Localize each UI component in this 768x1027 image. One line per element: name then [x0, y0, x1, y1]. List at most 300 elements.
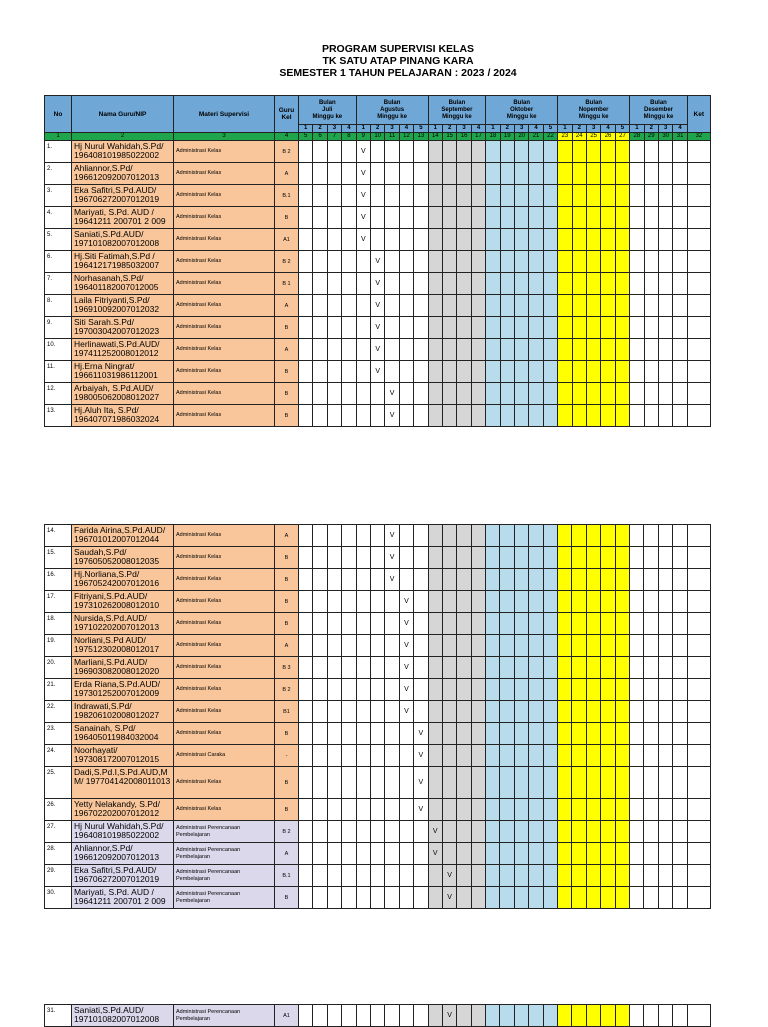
week-cell — [414, 405, 428, 427]
week-cell — [514, 547, 528, 569]
week-cell — [572, 547, 586, 569]
week-cell — [500, 679, 514, 701]
header-month-name: Nopember — [578, 106, 609, 113]
week-cell — [313, 207, 327, 229]
week-cell — [558, 799, 572, 821]
week-cell — [514, 799, 528, 821]
week-cell — [414, 185, 428, 207]
week-cell — [371, 185, 385, 207]
week-cell — [370, 701, 384, 723]
week-cell — [313, 613, 327, 635]
week-cell — [601, 569, 615, 591]
week-cell — [313, 547, 327, 569]
week-cell — [514, 361, 528, 383]
week-cell — [471, 613, 485, 635]
supervision-material: Administrasi Kelas — [174, 767, 275, 799]
week-cell — [414, 843, 428, 865]
week-cell — [313, 295, 327, 317]
teacher-name: Farida Airina,S.Pd.AUD/ 196701012007012044 — [72, 525, 174, 547]
week-cell — [658, 141, 672, 163]
check-mark: V — [399, 701, 413, 723]
supervision-material: Administrasi Kelas — [174, 591, 275, 613]
week-cell — [586, 141, 600, 163]
week-cell — [500, 591, 514, 613]
week-cell — [486, 767, 500, 799]
header-week-number: 5 — [615, 125, 629, 133]
header-month — [558, 96, 630, 125]
week-cell — [299, 767, 313, 799]
week-cell — [457, 865, 471, 887]
week-cell — [342, 525, 356, 547]
header-minggu-label: Minggu ke — [643, 113, 674, 120]
week-cell — [586, 163, 600, 185]
supervision-material: Administrasi Kelas — [174, 799, 275, 821]
week-cell — [543, 679, 557, 701]
week-cell — [385, 361, 399, 383]
check-mark: V — [399, 591, 413, 613]
supervision-material: Administrasi Kelas — [174, 361, 275, 383]
table-row — [45, 767, 711, 799]
row-number: 12. — [45, 383, 72, 405]
week-cell — [658, 569, 672, 591]
teacher-name: Hj.Siti Fatimah,S.Pd / 196412171985032007 — [72, 251, 174, 273]
week-cell — [601, 767, 615, 799]
header-materi: Materi Supervisi — [174, 96, 275, 133]
week-cell — [658, 229, 672, 251]
week-cell — [543, 273, 557, 295]
week-cell — [543, 843, 557, 865]
week-cell — [327, 295, 341, 317]
week-cell — [356, 799, 370, 821]
week-cell — [342, 821, 356, 843]
week-cell — [356, 547, 370, 569]
week-cell — [572, 799, 586, 821]
week-cell — [486, 887, 500, 909]
week-cell — [385, 767, 399, 799]
week-cell — [514, 141, 528, 163]
header-minggu-label: Minggu ke — [312, 113, 343, 120]
week-cell — [615, 865, 629, 887]
week-cell — [313, 679, 327, 701]
week-cell — [299, 361, 313, 383]
class-group: A — [275, 163, 299, 185]
week-cell — [428, 591, 442, 613]
week-cell — [327, 657, 341, 679]
week-cell — [327, 569, 341, 591]
week-cell — [558, 1005, 572, 1027]
header-week-number: 3 — [457, 125, 471, 133]
header-guru-kel: Guru Kel — [275, 96, 299, 133]
week-cell — [371, 383, 385, 405]
week-cell — [313, 843, 327, 865]
week-cell — [385, 229, 399, 251]
week-cell — [457, 141, 471, 163]
week-cell — [514, 723, 528, 745]
week-cell — [471, 865, 485, 887]
ket-cell — [687, 273, 710, 295]
week-cell — [615, 635, 629, 657]
week-cell — [586, 821, 600, 843]
week-cell — [673, 273, 687, 295]
week-cell — [442, 679, 456, 701]
column-number: 2 — [72, 133, 174, 141]
week-cell — [558, 591, 572, 613]
week-cell — [299, 251, 313, 273]
week-cell — [529, 591, 543, 613]
week-cell — [385, 657, 399, 679]
column-number: 12 — [399, 133, 413, 141]
week-cell — [428, 405, 442, 427]
week-cell — [327, 745, 341, 767]
week-cell — [615, 1005, 629, 1027]
week-cell — [514, 525, 528, 547]
week-cell — [586, 613, 600, 635]
week-cell — [673, 1005, 687, 1027]
week-cell — [558, 843, 572, 865]
week-cell — [428, 317, 442, 339]
week-cell — [673, 843, 687, 865]
week-cell — [385, 591, 399, 613]
week-cell — [399, 767, 413, 799]
supervision-material: Administrasi Kelas — [174, 251, 275, 273]
week-cell — [457, 745, 471, 767]
week-cell — [486, 635, 500, 657]
week-cell — [586, 229, 600, 251]
week-cell — [500, 251, 514, 273]
week-cell — [586, 273, 600, 295]
ket-cell — [687, 701, 710, 723]
week-cell — [428, 163, 442, 185]
week-cell — [629, 799, 643, 821]
week-cell — [442, 547, 456, 569]
week-cell — [442, 821, 456, 843]
week-cell — [428, 745, 442, 767]
week-cell — [658, 613, 672, 635]
ket-cell — [687, 569, 710, 591]
row-number: 3. — [45, 185, 72, 207]
teacher-name: Laila Fitriyanti,S.Pd/ 196910092007012032 — [72, 295, 174, 317]
week-cell — [356, 383, 370, 405]
week-cell — [299, 865, 313, 887]
week-cell — [630, 251, 644, 273]
column-number: 15 — [443, 133, 457, 141]
week-cell — [630, 317, 644, 339]
week-cell — [457, 339, 471, 361]
week-cell — [313, 185, 327, 207]
week-cell — [658, 207, 672, 229]
week-cell — [327, 723, 341, 745]
week-cell — [572, 339, 586, 361]
week-cell — [327, 405, 341, 427]
week-cell — [327, 229, 341, 251]
week-cell — [313, 723, 327, 745]
week-cell — [428, 185, 442, 207]
title-line-3: SEMESTER 1 TAHUN PELAJARAN : 2023 / 2024 — [279, 67, 517, 79]
week-cell — [514, 251, 528, 273]
week-cell — [327, 185, 341, 207]
week-cell — [370, 657, 384, 679]
week-cell — [673, 361, 687, 383]
check-mark: V — [356, 185, 370, 207]
header-week-number: 1 — [558, 125, 572, 133]
week-cell — [615, 745, 629, 767]
week-cell — [428, 525, 442, 547]
week-cell — [601, 887, 615, 909]
week-cell — [471, 185, 485, 207]
week-cell — [299, 295, 313, 317]
week-cell — [514, 887, 528, 909]
week-cell — [586, 679, 600, 701]
week-cell — [385, 251, 399, 273]
week-cell — [299, 405, 313, 427]
column-number: 16 — [457, 133, 471, 141]
week-cell — [558, 679, 572, 701]
week-cell — [370, 613, 384, 635]
week-cell — [500, 821, 514, 843]
week-cell — [644, 185, 658, 207]
week-cell — [543, 141, 557, 163]
week-cell — [543, 745, 557, 767]
week-cell — [299, 799, 313, 821]
week-cell — [615, 383, 629, 405]
week-cell — [428, 295, 442, 317]
ket-cell — [687, 843, 710, 865]
week-cell — [385, 207, 399, 229]
class-group: A1 — [275, 229, 299, 251]
week-cell — [629, 1005, 643, 1027]
week-cell — [327, 317, 341, 339]
week-cell — [572, 745, 586, 767]
week-cell — [644, 251, 658, 273]
week-cell — [313, 361, 327, 383]
week-cell — [529, 569, 543, 591]
week-cell — [443, 383, 457, 405]
week-cell — [471, 273, 485, 295]
table-row — [45, 887, 711, 909]
week-cell — [299, 679, 313, 701]
week-cell — [601, 799, 615, 821]
header-week-number: 2 — [572, 125, 586, 133]
supervision-material: Administrasi Kelas — [174, 405, 275, 427]
check-mark: V — [371, 339, 385, 361]
class-group: B 2 — [275, 141, 299, 163]
ket-cell — [687, 887, 710, 909]
week-cell — [673, 163, 687, 185]
week-cell — [658, 361, 672, 383]
week-cell — [342, 141, 356, 163]
ket-cell — [687, 591, 710, 613]
header-ket: Ket — [687, 96, 710, 133]
week-cell — [543, 657, 557, 679]
table-row — [45, 799, 711, 821]
week-cell — [543, 383, 557, 405]
week-cell — [428, 767, 442, 799]
class-group: A — [275, 843, 299, 865]
week-cell — [457, 613, 471, 635]
week-cell — [442, 745, 456, 767]
check-mark: V — [356, 207, 370, 229]
week-cell — [370, 569, 384, 591]
week-cell — [514, 185, 528, 207]
week-cell — [471, 251, 485, 273]
week-cell — [644, 405, 658, 427]
week-cell — [399, 185, 413, 207]
week-cell — [327, 547, 341, 569]
week-cell — [356, 591, 370, 613]
week-cell — [313, 821, 327, 843]
week-cell — [500, 207, 514, 229]
week-cell — [514, 679, 528, 701]
week-cell — [586, 843, 600, 865]
week-cell — [356, 295, 370, 317]
table-row — [45, 745, 711, 767]
week-cell — [313, 799, 327, 821]
check-mark: V — [442, 887, 456, 909]
week-cell — [442, 723, 456, 745]
week-cell — [414, 295, 428, 317]
week-cell — [658, 843, 672, 865]
week-cell — [500, 745, 514, 767]
week-cell — [486, 163, 500, 185]
week-cell — [500, 865, 514, 887]
week-cell — [414, 317, 428, 339]
check-mark: V — [399, 657, 413, 679]
week-cell — [414, 525, 428, 547]
week-cell — [471, 843, 485, 865]
week-cell — [342, 163, 356, 185]
title-line-2: TK SATU ATAP PINANG KARA — [322, 55, 474, 67]
week-cell — [442, 701, 456, 723]
check-mark: V — [371, 317, 385, 339]
teacher-name: Mariyati, S.Pd. AUD / 19641211 200701 2 009 — [72, 207, 174, 229]
week-cell — [543, 163, 557, 185]
week-cell — [514, 821, 528, 843]
week-cell — [658, 295, 672, 317]
week-cell — [399, 525, 413, 547]
row-number: 13. — [45, 405, 72, 427]
week-cell — [572, 701, 586, 723]
week-cell — [370, 525, 384, 547]
week-cell — [486, 547, 500, 569]
row-number: 30. — [45, 887, 72, 909]
week-cell — [443, 339, 457, 361]
column-number: 5 — [299, 133, 313, 141]
week-cell — [442, 657, 456, 679]
class-group: B — [275, 613, 299, 635]
table-row — [45, 613, 711, 635]
row-number: 5. — [45, 229, 72, 251]
class-group: B — [275, 723, 299, 745]
week-cell — [673, 141, 687, 163]
week-cell — [471, 591, 485, 613]
week-cell — [457, 591, 471, 613]
week-cell — [586, 701, 600, 723]
week-cell — [385, 723, 399, 745]
supervision-material: Administrasi Kelas — [174, 635, 275, 657]
week-cell — [385, 163, 399, 185]
row-number: 21. — [45, 679, 72, 701]
week-cell — [428, 1005, 442, 1027]
week-cell — [500, 361, 514, 383]
column-number: 9 — [356, 133, 370, 141]
week-cell — [572, 525, 586, 547]
week-cell — [543, 229, 557, 251]
week-cell — [299, 207, 313, 229]
week-cell — [299, 887, 313, 909]
ket-cell — [687, 405, 710, 427]
header-month-name: Agustus — [380, 106, 405, 113]
week-cell — [601, 383, 615, 405]
week-cell — [356, 339, 370, 361]
week-cell — [471, 723, 485, 745]
week-cell — [514, 383, 528, 405]
week-cell — [414, 865, 428, 887]
week-cell — [385, 701, 399, 723]
week-cell — [500, 1005, 514, 1027]
week-cell — [673, 821, 687, 843]
row-number: 6. — [45, 251, 72, 273]
week-cell — [673, 701, 687, 723]
week-cell — [601, 843, 615, 865]
week-cell — [457, 767, 471, 799]
week-cell — [615, 141, 629, 163]
week-cell — [500, 657, 514, 679]
week-cell — [543, 525, 557, 547]
week-cell — [327, 339, 341, 361]
week-cell — [428, 679, 442, 701]
header-week-number: 1 — [299, 125, 313, 133]
week-cell — [630, 361, 644, 383]
week-cell — [644, 1005, 658, 1027]
header-week-number: 4 — [471, 125, 485, 133]
week-cell — [514, 613, 528, 635]
week-cell — [572, 141, 586, 163]
ket-cell — [687, 295, 710, 317]
week-cell — [457, 635, 471, 657]
week-cell — [399, 207, 413, 229]
header-bulan-label: Bulan — [513, 99, 531, 106]
ket-cell — [687, 547, 710, 569]
week-cell — [486, 405, 500, 427]
week-cell — [629, 591, 643, 613]
week-cell — [601, 207, 615, 229]
teacher-name: Marliani,S.Pd.AUD/ 196903082008012020 — [72, 657, 174, 679]
class-group: B — [275, 383, 299, 405]
week-cell — [500, 701, 514, 723]
week-cell — [399, 251, 413, 273]
week-cell — [543, 1005, 557, 1027]
week-cell — [673, 657, 687, 679]
week-cell — [385, 185, 399, 207]
week-cell — [629, 569, 643, 591]
table-row — [45, 591, 711, 613]
week-cell — [399, 361, 413, 383]
week-cell — [586, 767, 600, 799]
header-week-number: 2 — [371, 125, 385, 133]
week-cell — [601, 229, 615, 251]
row-number: 7. — [45, 273, 72, 295]
supervision-material: Administrasi Perencanaan Pembelajaran — [174, 1005, 275, 1027]
supervision-material: Administrasi Caraka — [174, 745, 275, 767]
week-cell — [558, 185, 572, 207]
week-cell — [457, 679, 471, 701]
week-cell — [673, 547, 687, 569]
week-cell — [586, 405, 600, 427]
week-cell — [356, 865, 370, 887]
week-cell — [342, 679, 356, 701]
table-row — [45, 229, 711, 251]
class-group: B 2 — [275, 251, 299, 273]
